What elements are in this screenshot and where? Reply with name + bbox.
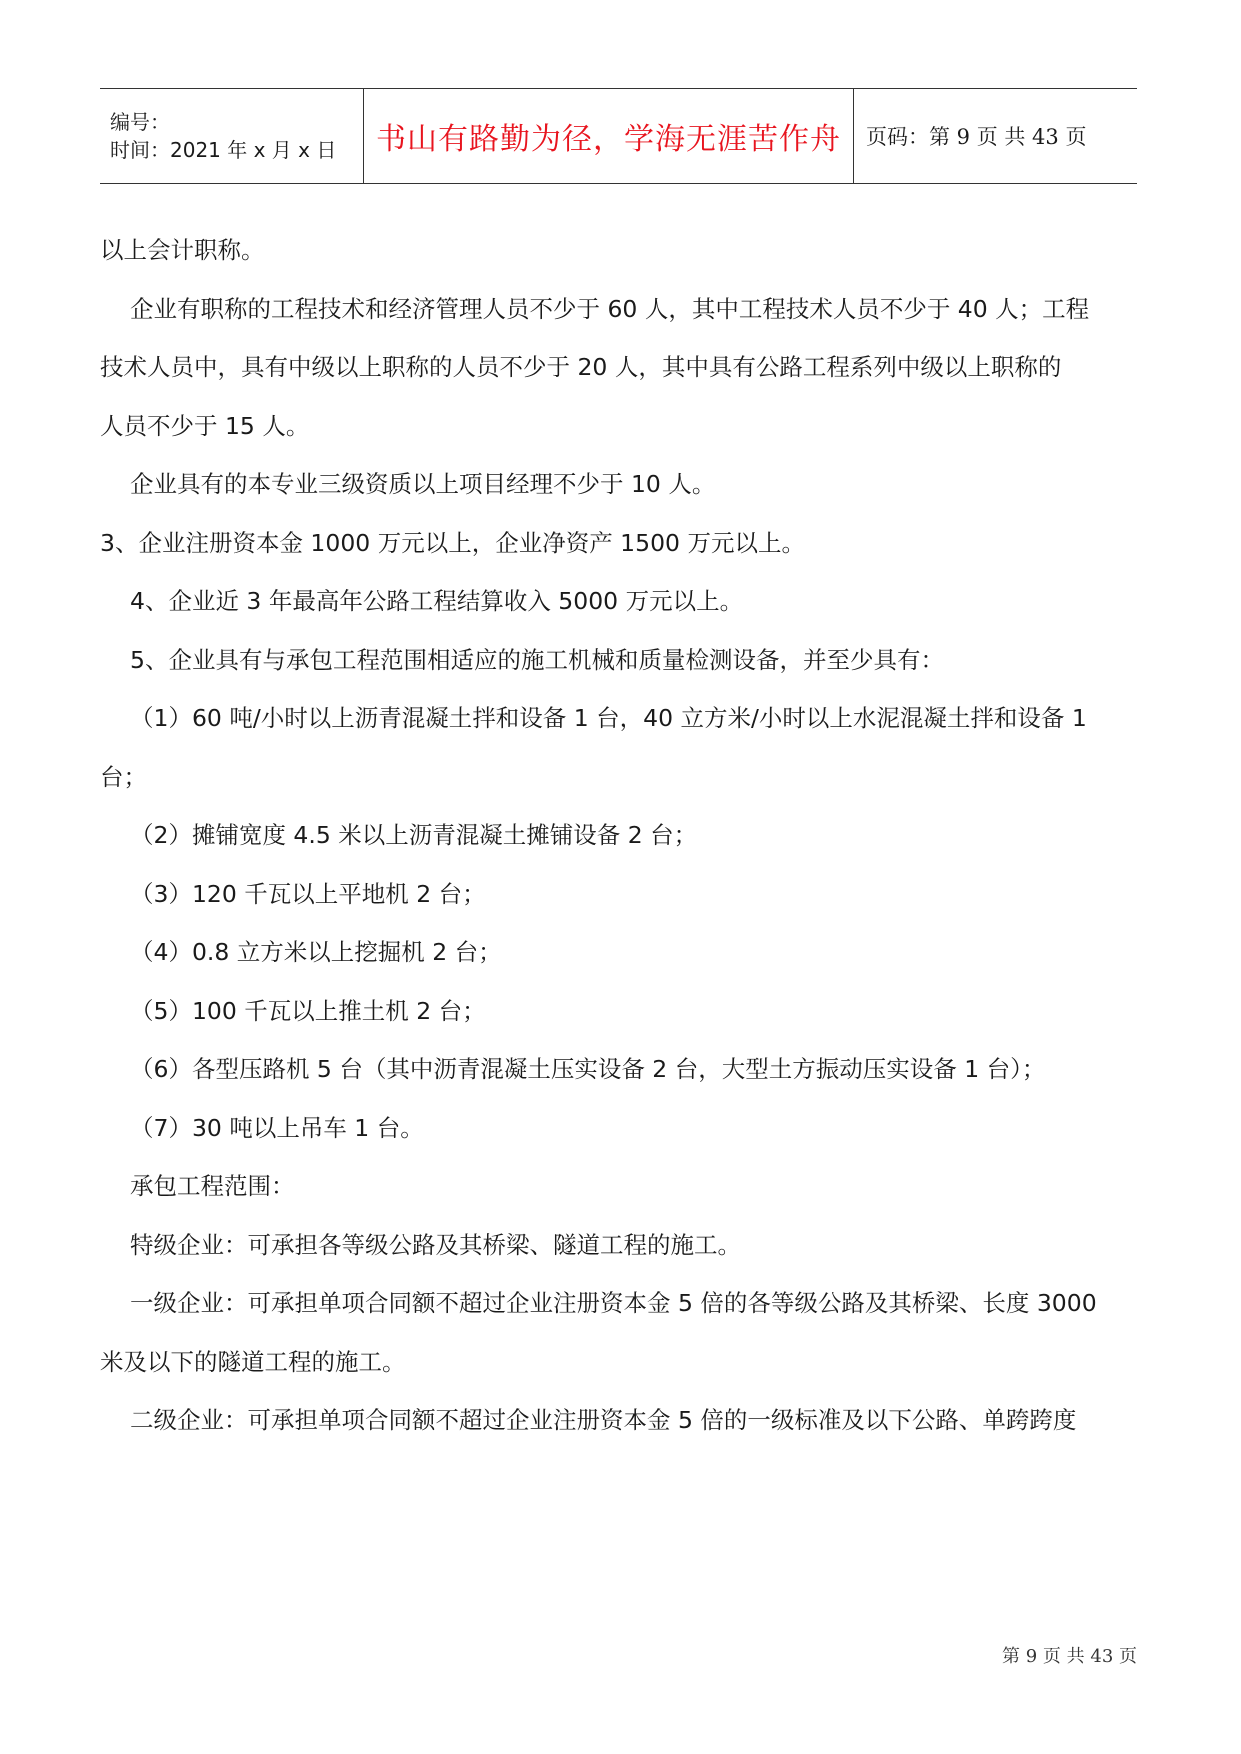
- text-line: 人员不少于 15 人。: [100, 412, 310, 440]
- header-page-info: 页码：第 9 页 共 43 页: [866, 125, 1087, 149]
- text-line: （3）120 千瓦以上平地机 2 台；: [130, 880, 486, 908]
- text-line: （2）摊铺宽度 4.5 米以上沥青混凝土摊铺设备 2 台；: [130, 821, 698, 849]
- header-motto-cell: [364, 89, 854, 183]
- header-motto: 书山有路勤为径，学海无涯苦作舟: [376, 122, 841, 157]
- header-page-info-cell: [854, 89, 1137, 183]
- text-line: 4、企业近 3 年最高年公路工程结算收入 5000 万元以上。: [130, 587, 744, 615]
- text-line: （4）0.8 立方米以上挖掘机 2 台；: [130, 938, 502, 966]
- text-line: 米及以下的隧道工程的施工。: [100, 1348, 406, 1376]
- text-line: 企业有职称的工程技术和经济管理人员不少于 60 人，其中工程技术人员不少于 40 人；工程: [130, 295, 1090, 323]
- text-line: 二级企业：可承担单项合同额不超过企业注册资本金 5 倍的一级标准及以下公路、单跨跨度: [130, 1406, 1077, 1434]
- text-line: （6）各型压路机 5 台（其中沥青混凝土压实设备 2 台，大型土方振动压实设备 1 台）；: [130, 1055, 1046, 1083]
- text-line: 以上会计职称。: [100, 236, 265, 264]
- document-number-label: 编号：: [110, 110, 170, 134]
- header-meta: [100, 89, 364, 183]
- text-line: 企业具有的本专业三级资质以上项目经理不少于 10 人。: [130, 470, 716, 498]
- page-footer: 第 9 页 共 43 页: [1002, 1646, 1137, 1667]
- page-header: [100, 88, 1137, 184]
- text-line: 特级企业：可承担各等级公路及其桥梁、隧道工程的施工。: [130, 1231, 741, 1259]
- text-line: 台；: [100, 763, 147, 791]
- text-line: （7）30 吨以上吊车 1 台。: [130, 1114, 424, 1142]
- text-line: （5）100 千瓦以上推土机 2 台；: [130, 997, 486, 1025]
- text-line: 3、企业注册资本金 1000 万元以上，企业净资产 1500 万元以上。: [100, 529, 805, 557]
- document-time: 时间：2021 年 x 月 x 日: [110, 138, 337, 162]
- text-line: 承包工程范围：: [130, 1172, 295, 1200]
- text-line: （1）60 吨/小时以上沥青混凝土拌和设备 1 台，40 立方米/小时以上水泥混凝土拌和设备 1: [130, 704, 1087, 732]
- text-line: 技术人员中，具有中级以上职称的人员不少于 20 人，其中具有公路工程系列中级以上职称的: [100, 353, 1062, 381]
- text-line: 一级企业：可承担单项合同额不超过企业注册资本金 5 倍的各等级公路及其桥梁、长度 3000: [130, 1289, 1097, 1317]
- text-line: 5、企业具有与承包工程范围相适应的施工机械和质量检测设备，并至少具有：: [130, 646, 944, 674]
